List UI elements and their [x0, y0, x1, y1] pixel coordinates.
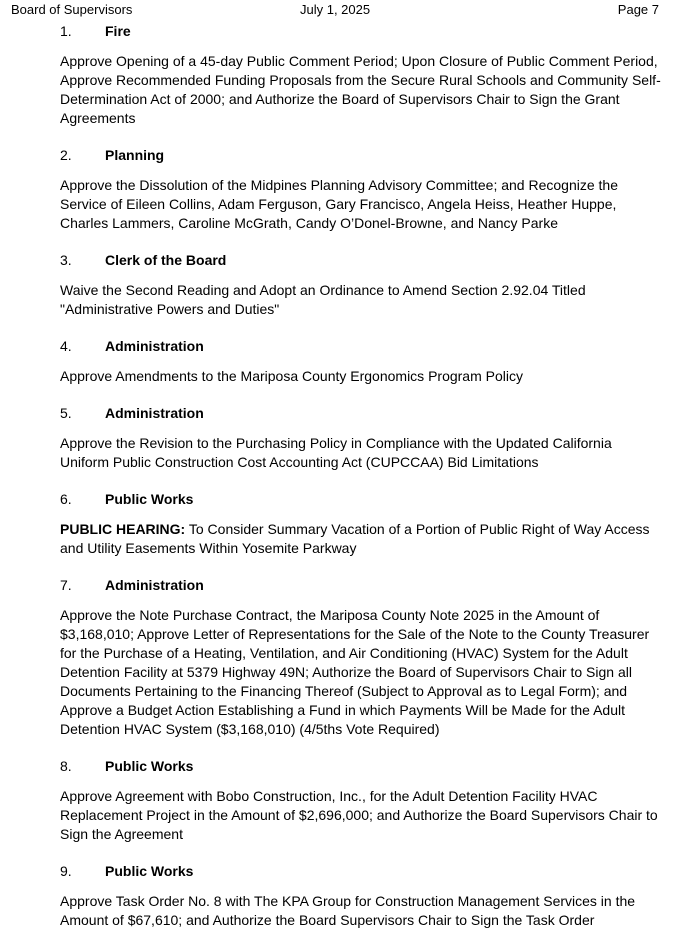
item-description	[60, 280, 662, 319]
item-title: Administration	[105, 577, 204, 593]
agenda-item	[60, 489, 662, 558]
item-heading	[60, 861, 662, 881]
agenda-items	[60, 21, 662, 947]
item-number: 7.	[60, 577, 72, 593]
item-heading	[60, 489, 662, 509]
item-number: 2.	[60, 147, 72, 163]
item-description-text: Approve the Note Purchase Contract, the Mariposa County Note 2025 in the Amount of $3,168,010; Approve Letter of Representations for the Sale of the Note to the County Treasurer for the Purchase of a Heating, Ventilation, and Air Conditioning (HVAC) System for the Adult Detention Facility at 5379 Highway 49N; Authorize the Board of Supervisors Chair to Sign all Documents Pertaining to the Financing Thereof (Subject to Approval as to Legal Form); and Approve a Budget Action Establishing a Fund in which Payments Will be Made for the Adult Detention HVAC System ($3,168,010) (4/5ths Vote Required)	[60, 607, 650, 737]
header-page-number: Page 7	[617, 2, 659, 17]
agenda-item	[60, 336, 662, 386]
item-title: Clerk of the Board	[105, 252, 227, 268]
item-description	[60, 51, 662, 128]
item-description	[60, 605, 662, 739]
item-heading	[60, 21, 662, 41]
item-description	[60, 175, 662, 233]
item-description	[60, 433, 662, 472]
item-description-text: To Consider Summary Vacation of a Portion of Public Right of Way Access and Utility Easements Within Yosemite Parkway	[60, 521, 650, 556]
item-title: Public Works	[105, 491, 194, 507]
header-board-name: Board of Supervisors	[11, 2, 133, 17]
item-description-text: Approve the Dissolution of the Midpines Planning Advisory Committee; and Recognize the Service of Eileen Collins, Adam Ferguson, Gary Francisco, Angela Heiss, Heather Huppe, Charles Lammers, Caroline McGrath, Candy O’Donel-Browne, and Nancy Parke	[60, 177, 618, 231]
item-number: 6.	[60, 491, 72, 507]
item-title: Planning	[105, 147, 165, 163]
item-heading	[60, 403, 662, 423]
item-heading	[60, 756, 662, 776]
item-description-text: Approve Amendments to the Mariposa County Ergonomics Program Policy	[60, 368, 523, 384]
item-heading	[60, 250, 662, 270]
item-description	[60, 366, 662, 386]
item-description-text: Approve Agreement with Bobo Construction, Inc., for the Adult Detention Facility HVAC Replacement Project in the Amount of $2,696,000; and Authorize the Board Supervisors Chair to Sign the Agreement	[60, 788, 658, 842]
agenda-item	[60, 861, 662, 930]
item-description	[60, 519, 662, 558]
agenda-item	[60, 756, 662, 844]
item-title: Administration	[105, 405, 204, 421]
item-description	[60, 891, 662, 930]
item-description-text: Approve Task Order No. 8 with The KPA Group for Construction Management Services in the Amount of $67,610; and Authorize the Board Supervisors Chair to Sign the Task Order	[60, 893, 636, 928]
item-number: 4.	[60, 338, 72, 354]
agenda-item	[60, 403, 662, 472]
item-number: 3.	[60, 252, 72, 268]
header-date: July 1, 2025	[300, 2, 371, 17]
item-description	[60, 786, 662, 844]
page-header	[0, 0, 680, 20]
item-title: Public Works	[105, 863, 194, 879]
item-number: 8.	[60, 758, 72, 774]
item-number: 1.	[60, 23, 72, 39]
item-description-text: Waive the Second Reading and Adopt an Ordinance to Amend Section 2.92.04 Titled "Administrative Powers and Duties"	[60, 282, 586, 317]
agenda-item	[60, 21, 662, 128]
public-hearing-label: PUBLIC HEARING:	[60, 521, 186, 537]
item-description-text: Approve Opening of a 45-day Public Comment Period; Upon Closure of Public Comment Period, Approve Recommended Funding Proposals from the Secure Rural Schools and Community Self-Determination Act of 2000; and Authorize the Board of Supervisors Chair to Sign the Grant Agreements	[60, 53, 661, 126]
item-heading	[60, 145, 662, 165]
item-title: Fire	[105, 23, 131, 39]
agenda-item	[60, 575, 662, 739]
item-number: 9.	[60, 863, 72, 879]
item-heading	[60, 575, 662, 595]
item-heading	[60, 336, 662, 356]
item-title: Administration	[105, 338, 204, 354]
item-description-text: Approve the Revision to the Purchasing Policy in Compliance with the Updated California Uniform Public Construction Cost Accounting Act (CUPCCAA) Bid Limitations	[60, 435, 612, 470]
agenda-item	[60, 145, 662, 233]
item-title: Public Works	[105, 758, 194, 774]
agenda-item	[60, 250, 662, 319]
item-number: 5.	[60, 405, 72, 421]
